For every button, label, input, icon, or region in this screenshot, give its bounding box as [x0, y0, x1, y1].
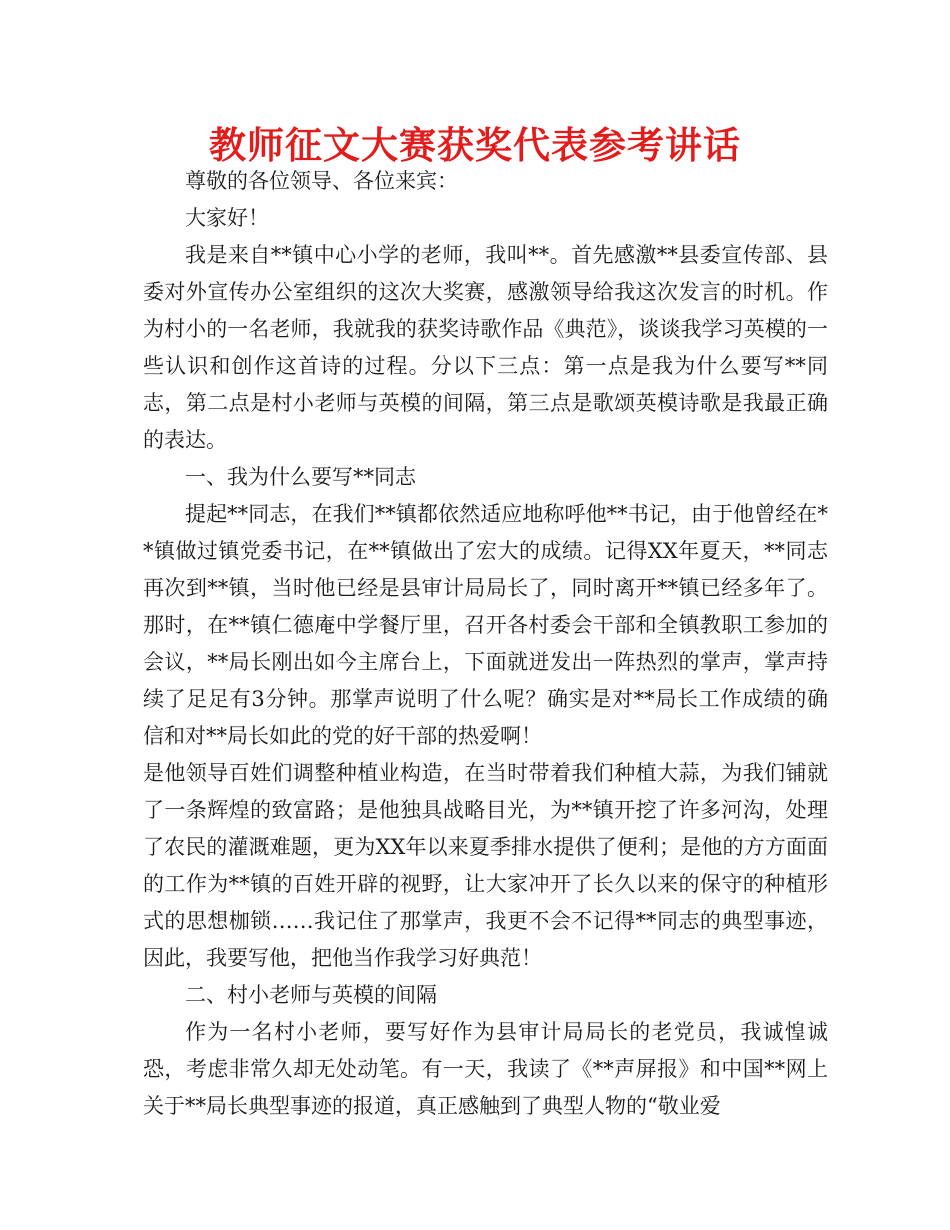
paragraph-intro: 我是来自**镇中心小学的老师，我叫**。首先感激**县委宣传部、县委对外宣传办公室组织的这次大奖赛，感激领导给我这次发言的时机。作为村小的一名老师，我就我的获奖诗歌作品《典范》，谈谈我学习英模的一些认识和创作这首诗的过程。分以下三点：第一点是我为什么要写**同志，第二点是村小老师与英模的间隔，第三点是歌颂英模诗歌是我最正确的表达。 — [143, 243, 828, 452]
section-heading-1: 一、我为什么要写**同志 — [185, 465, 416, 489]
document-title: 教师征文大赛获奖代表参考讲话 — [209, 124, 741, 167]
paragraph-section2: 作为一名村小老师，要写好作为县审计局局长的老党员，我诚惶诚恐，考虑非常久却无处动笔。有一天，我读了《**声屏报》和中国**网上关于**局长典型事迹的报道，真正感触到了典型人物的“敬业爱 — [143, 1020, 828, 1118]
paragraph-section1-b: 是他领导百姓们调整种植业构造，在当时带着我们种植大蒜，为我们铺就了一条辉煌的致富路；是他独具战略目光，为**镇开挖了许多河沟，处理了农民的灌溉难题，更为XX年以来夏季排水提供了便利；是他的方方面面的工作为**镇的百姓开辟的视野，让大家冲开了长久以来的保守的种植形式的思想枷锁……我记住了那掌声，我更不会不记得**同志的典型事迹，因此，我要写他，把他当作我学习好典范！ — [143, 761, 828, 970]
greeting: 大家好！ — [185, 206, 269, 230]
section-heading-2: 二、村小老师与英模的间隔 — [185, 983, 437, 1007]
salutation: 尊敬的各位领导、各位来宾： — [185, 169, 458, 193]
document-body — [143, 163, 828, 1125]
paragraph-section1-a: 提起**同志，在我们**镇都依然适应地称呼他**书记，由于他曾经在**镇做过镇党委书记，在**镇做出了宏大的成绩。记得XX年夏天，**同志再次到**镇，当时他已经是县审计局局长了，同时离开**镇已经多年了。那时，在**镇仁德庵中学餐厅里，召开各村委会干部和全镇教职工参加的会议，**局长刚出如今主席台上，下面就迸发出一阵热烈的掌声，掌声持续了足足有3分钟。那掌声说明了什么呢？确实是对**局长工作成绩的确信和对**局长如此的党的好干部的热爱啊！ — [143, 502, 828, 748]
